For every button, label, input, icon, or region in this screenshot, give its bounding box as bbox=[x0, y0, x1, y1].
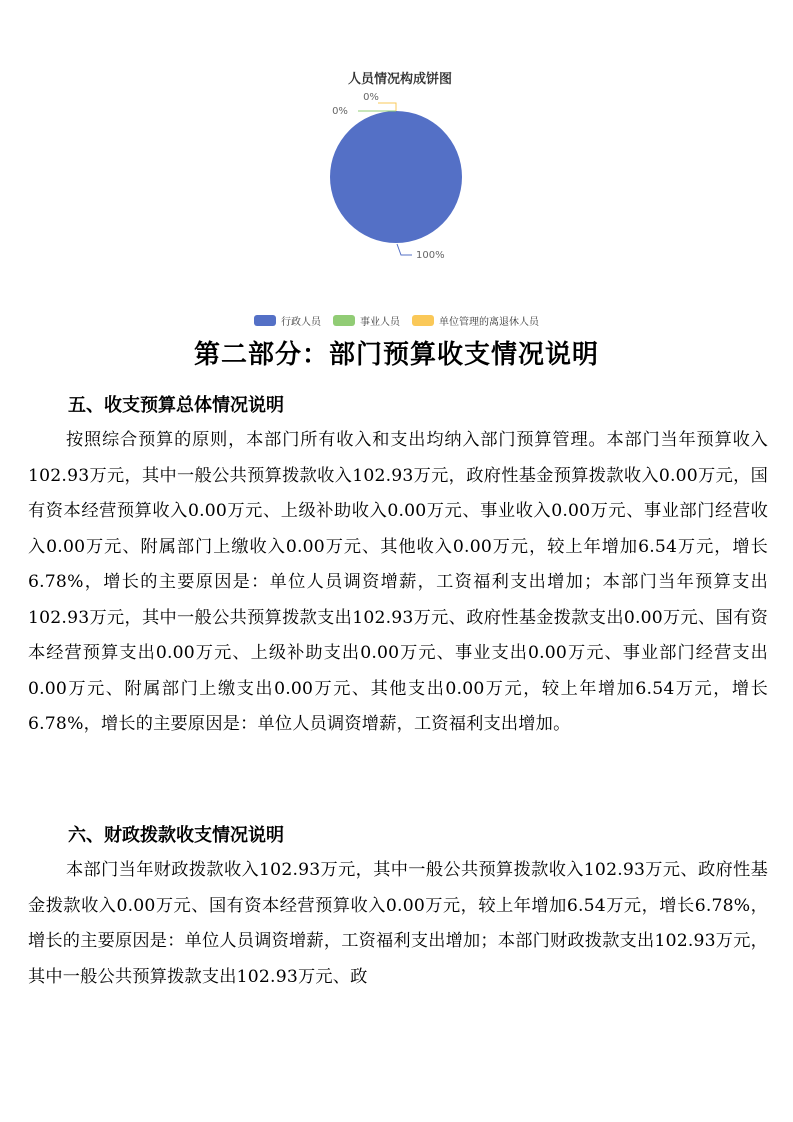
legend-item-admin[interactable] bbox=[254, 313, 321, 328]
section-6-body: 本部门当年财政拨款收入102.93万元，其中一般公共预算拨款收入102.93万元、政府性基金拨款收入0.00万元、国有资本经营预算收入0.00万元，较上年增加6.54万元，增长6.78%，增长的主要原因是：单位人员调资增薪，工资福利支出增加；本部门财政拨款支出102.93万元，其中一般公共预算拨款支出102.93万元、政 bbox=[28, 860, 768, 987]
legend-label: 单位管理的离退休人员 bbox=[439, 317, 539, 328]
legend-swatch bbox=[333, 315, 355, 326]
pie-slice[interactable] bbox=[330, 111, 462, 243]
legend-label: 事业人员 bbox=[360, 317, 400, 328]
chart-title: 人员情况构成饼图 bbox=[347, 72, 452, 87]
legend-label: 行政人员 bbox=[281, 317, 321, 328]
section-5-heading: 五、收支预算总体情况说明 bbox=[68, 395, 284, 416]
pie-data-label: 0% bbox=[363, 92, 379, 103]
section-6-heading: 六、财政拨款收支情况说明 bbox=[68, 825, 284, 846]
pie-chart-svg bbox=[250, 60, 550, 335]
chart-legend bbox=[0, 313, 793, 328]
legend-item-institution[interactable] bbox=[333, 313, 400, 328]
legend-swatch bbox=[254, 315, 276, 326]
part-title: 第二部分：部门预算收支情况说明 bbox=[193, 340, 599, 370]
legend-item-retired[interactable] bbox=[412, 313, 539, 328]
label-leader-line bbox=[397, 244, 412, 255]
legend-swatch bbox=[412, 315, 434, 326]
pie-data-label: 100% bbox=[416, 250, 445, 261]
pie-data-label: 0% bbox=[332, 106, 348, 117]
pie-chart bbox=[250, 60, 550, 335]
section-5-body: 按照综合预算的原则，本部门所有收入和支出均纳入部门预算管理。本部门当年预算收入102.93万元，其中一般公共预算拨款收入102.93万元，政府性基金预算拨款收入0.00万元，国有资本经营预算收入0.00万元、上级补助收入0.00万元、事业收入0.00万元、事业部门经营收入0.00万元、附属部门上缴收入0.00万元、其他收入0.00万元，较上年增加6.54万元，增长6.78%，增长的主要原因是：单位人员调资增薪，工资福利支出增加；本部门当年预算支出102.93万元，其中一般公共预算拨款支出102.93万元、政府性基金拨款支出0.00万元、国有资本经营预算支出0.00万元、上级补助支出0.00万元、事业支出0.00万元、事业部门经营支出0.00万元、附属部门上缴支出0.00万元、其他支出0.00万元，较上年增加6.54万元，增长6.78%，增长的主要原因是：单位人员调资增薪，工资福利支出增加。 bbox=[28, 430, 768, 734]
label-leader-line bbox=[378, 103, 396, 111]
